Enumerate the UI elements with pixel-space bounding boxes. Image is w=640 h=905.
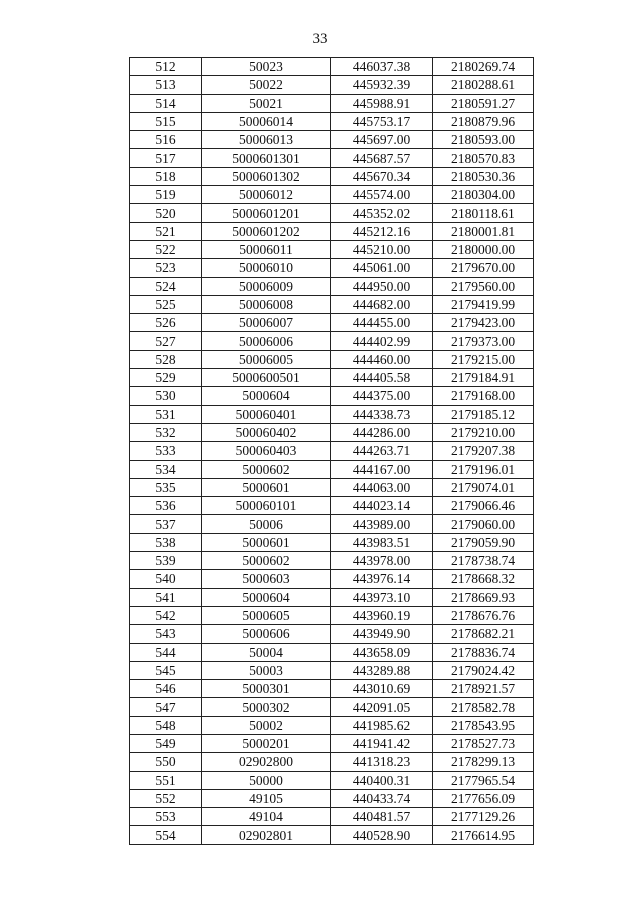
x-coordinate-cell: 445932.39	[331, 76, 433, 94]
point-id-cell: 50004	[202, 643, 331, 661]
table-row	[130, 734, 534, 752]
y-coordinate-cell: 2180593.00	[433, 131, 534, 149]
x-coordinate-cell: 442091.05	[331, 698, 433, 716]
y-coordinate-cell: 2178543.95	[433, 716, 534, 734]
row-number-cell: 531	[130, 405, 202, 423]
x-coordinate-cell: 441318.23	[331, 753, 433, 771]
point-id-cell: 5000301	[202, 680, 331, 698]
y-coordinate-cell: 2180269.74	[433, 58, 534, 76]
table-row	[130, 350, 534, 368]
y-coordinate-cell: 2180591.27	[433, 94, 534, 112]
table-row	[130, 570, 534, 588]
row-number-cell: 523	[130, 259, 202, 277]
x-coordinate-cell: 445574.00	[331, 186, 433, 204]
table-row	[130, 460, 534, 478]
point-id-cell: 50021	[202, 94, 331, 112]
point-id-cell: 5000201	[202, 734, 331, 752]
y-coordinate-cell: 2179074.01	[433, 478, 534, 496]
row-number-cell: 524	[130, 277, 202, 295]
row-number-cell: 514	[130, 94, 202, 112]
row-number-cell: 553	[130, 808, 202, 826]
y-coordinate-cell: 2179207.38	[433, 442, 534, 460]
row-number-cell: 522	[130, 240, 202, 258]
x-coordinate-cell: 440528.90	[331, 826, 433, 844]
row-number-cell: 544	[130, 643, 202, 661]
point-id-cell: 5000601201	[202, 204, 331, 222]
y-coordinate-cell: 2179059.90	[433, 533, 534, 551]
x-coordinate-cell: 445753.17	[331, 112, 433, 130]
table-row	[130, 58, 534, 76]
table-row	[130, 442, 534, 460]
row-number-cell: 536	[130, 497, 202, 515]
point-id-cell: 500060101	[202, 497, 331, 515]
x-coordinate-cell: 444286.00	[331, 423, 433, 441]
y-coordinate-cell: 2179670.00	[433, 259, 534, 277]
y-coordinate-cell: 2177965.54	[433, 771, 534, 789]
table-row	[130, 387, 534, 405]
table-row	[130, 204, 534, 222]
y-coordinate-cell: 2179373.00	[433, 332, 534, 350]
point-id-cell: 50006009	[202, 277, 331, 295]
y-coordinate-cell: 2180570.83	[433, 149, 534, 167]
row-number-cell: 546	[130, 680, 202, 698]
y-coordinate-cell: 2180000.00	[433, 240, 534, 258]
point-id-cell: 5000604	[202, 588, 331, 606]
y-coordinate-cell: 2179168.00	[433, 387, 534, 405]
point-id-cell: 500060403	[202, 442, 331, 460]
row-number-cell: 515	[130, 112, 202, 130]
table-row	[130, 240, 534, 258]
table-row	[130, 112, 534, 130]
y-coordinate-cell: 2179215.00	[433, 350, 534, 368]
table-row	[130, 808, 534, 826]
table-row	[130, 76, 534, 94]
row-number-cell: 540	[130, 570, 202, 588]
y-coordinate-cell: 2178582.78	[433, 698, 534, 716]
table-row	[130, 259, 534, 277]
table-row	[130, 369, 534, 387]
y-coordinate-cell: 2179196.01	[433, 460, 534, 478]
x-coordinate-cell: 440433.74	[331, 789, 433, 807]
x-coordinate-cell: 445352.02	[331, 204, 433, 222]
y-coordinate-cell: 2178299.13	[433, 753, 534, 771]
x-coordinate-cell: 443010.69	[331, 680, 433, 698]
coordinates-table	[129, 57, 534, 845]
table-body	[130, 58, 534, 845]
point-id-cell: 5000601	[202, 478, 331, 496]
y-coordinate-cell: 2179560.00	[433, 277, 534, 295]
point-id-cell: 5000602	[202, 460, 331, 478]
x-coordinate-cell: 440400.31	[331, 771, 433, 789]
y-coordinate-cell: 2179423.00	[433, 314, 534, 332]
table-row	[130, 295, 534, 313]
x-coordinate-cell: 444460.00	[331, 350, 433, 368]
x-coordinate-cell: 441985.62	[331, 716, 433, 734]
y-coordinate-cell: 2179184.91	[433, 369, 534, 387]
row-number-cell: 550	[130, 753, 202, 771]
point-id-cell: 5000605	[202, 606, 331, 624]
row-number-cell: 542	[130, 606, 202, 624]
table-row	[130, 625, 534, 643]
row-number-cell: 551	[130, 771, 202, 789]
row-number-cell: 517	[130, 149, 202, 167]
x-coordinate-cell: 443658.09	[331, 643, 433, 661]
y-coordinate-cell: 2179419.99	[433, 295, 534, 313]
y-coordinate-cell: 2180288.61	[433, 76, 534, 94]
point-id-cell: 50006012	[202, 186, 331, 204]
y-coordinate-cell: 2178527.73	[433, 734, 534, 752]
row-number-cell: 554	[130, 826, 202, 844]
x-coordinate-cell: 443973.10	[331, 588, 433, 606]
table-row	[130, 497, 534, 515]
y-coordinate-cell: 2178669.93	[433, 588, 534, 606]
x-coordinate-cell: 445212.16	[331, 222, 433, 240]
row-number-cell: 552	[130, 789, 202, 807]
y-coordinate-cell: 2179060.00	[433, 515, 534, 533]
row-number-cell: 529	[130, 369, 202, 387]
row-number-cell: 543	[130, 625, 202, 643]
table-row	[130, 478, 534, 496]
row-number-cell: 512	[130, 58, 202, 76]
table-row	[130, 661, 534, 679]
point-id-cell: 5000602	[202, 552, 331, 570]
coordinates-table-container	[129, 57, 534, 845]
table-row	[130, 167, 534, 185]
x-coordinate-cell: 441941.42	[331, 734, 433, 752]
table-row	[130, 314, 534, 332]
table-row	[130, 771, 534, 789]
point-id-cell: 50022	[202, 76, 331, 94]
table-row	[130, 94, 534, 112]
row-number-cell: 527	[130, 332, 202, 350]
point-id-cell: 50000	[202, 771, 331, 789]
x-coordinate-cell: 444338.73	[331, 405, 433, 423]
point-id-cell: 500060402	[202, 423, 331, 441]
y-coordinate-cell: 2178668.32	[433, 570, 534, 588]
x-coordinate-cell: 444402.99	[331, 332, 433, 350]
x-coordinate-cell: 445687.57	[331, 149, 433, 167]
x-coordinate-cell: 445697.00	[331, 131, 433, 149]
y-coordinate-cell: 2179066.46	[433, 497, 534, 515]
x-coordinate-cell: 443976.14	[331, 570, 433, 588]
row-number-cell: 548	[130, 716, 202, 734]
row-number-cell: 519	[130, 186, 202, 204]
row-number-cell: 533	[130, 442, 202, 460]
point-id-cell: 50002	[202, 716, 331, 734]
row-number-cell: 526	[130, 314, 202, 332]
point-id-cell: 50006008	[202, 295, 331, 313]
y-coordinate-cell: 2177656.09	[433, 789, 534, 807]
x-coordinate-cell: 443989.00	[331, 515, 433, 533]
row-number-cell: 535	[130, 478, 202, 496]
table-row	[130, 222, 534, 240]
table-row	[130, 643, 534, 661]
table-row	[130, 680, 534, 698]
point-id-cell: 02902801	[202, 826, 331, 844]
y-coordinate-cell: 2178921.57	[433, 680, 534, 698]
point-id-cell: 5000302	[202, 698, 331, 716]
table-row	[130, 552, 534, 570]
table-row	[130, 826, 534, 844]
row-number-cell: 525	[130, 295, 202, 313]
table-row	[130, 753, 534, 771]
point-id-cell: 5000601302	[202, 167, 331, 185]
point-id-cell: 5000604	[202, 387, 331, 405]
row-number-cell: 516	[130, 131, 202, 149]
y-coordinate-cell: 2180118.61	[433, 204, 534, 222]
table-row	[130, 186, 534, 204]
x-coordinate-cell: 444263.71	[331, 442, 433, 460]
x-coordinate-cell: 444455.00	[331, 314, 433, 332]
table-row	[130, 423, 534, 441]
row-number-cell: 518	[130, 167, 202, 185]
table-row	[130, 606, 534, 624]
y-coordinate-cell: 2179185.12	[433, 405, 534, 423]
x-coordinate-cell: 444063.00	[331, 478, 433, 496]
point-id-cell: 5000601202	[202, 222, 331, 240]
y-coordinate-cell: 2178738.74	[433, 552, 534, 570]
y-coordinate-cell: 2177129.26	[433, 808, 534, 826]
table-row	[130, 405, 534, 423]
row-number-cell: 532	[130, 423, 202, 441]
table-row	[130, 588, 534, 606]
x-coordinate-cell: 440481.57	[331, 808, 433, 826]
table-row	[130, 277, 534, 295]
point-id-cell: 500060401	[202, 405, 331, 423]
y-coordinate-cell: 2180879.96	[433, 112, 534, 130]
point-id-cell: 5000600501	[202, 369, 331, 387]
x-coordinate-cell: 443289.88	[331, 661, 433, 679]
row-number-cell: 541	[130, 588, 202, 606]
point-id-cell: 50006006	[202, 332, 331, 350]
table-row	[130, 131, 534, 149]
page-number: 33	[312, 31, 328, 47]
point-id-cell: 5000601	[202, 533, 331, 551]
x-coordinate-cell: 444405.58	[331, 369, 433, 387]
row-number-cell: 513	[130, 76, 202, 94]
point-id-cell: 50003	[202, 661, 331, 679]
row-number-cell: 530	[130, 387, 202, 405]
x-coordinate-cell: 443960.19	[331, 606, 433, 624]
point-id-cell: 50006005	[202, 350, 331, 368]
point-id-cell: 50006	[202, 515, 331, 533]
row-number-cell: 520	[130, 204, 202, 222]
point-id-cell: 50006014	[202, 112, 331, 130]
x-coordinate-cell: 443978.00	[331, 552, 433, 570]
y-coordinate-cell: 2178836.74	[433, 643, 534, 661]
table-row	[130, 533, 534, 551]
x-coordinate-cell: 445988.91	[331, 94, 433, 112]
y-coordinate-cell: 2180304.00	[433, 186, 534, 204]
point-id-cell: 49104	[202, 808, 331, 826]
point-id-cell: 5000606	[202, 625, 331, 643]
y-coordinate-cell: 2180001.81	[433, 222, 534, 240]
row-number-cell: 538	[130, 533, 202, 551]
x-coordinate-cell: 445061.00	[331, 259, 433, 277]
y-coordinate-cell: 2179210.00	[433, 423, 534, 441]
row-number-cell: 534	[130, 460, 202, 478]
table-row	[130, 515, 534, 533]
x-coordinate-cell: 445670.34	[331, 167, 433, 185]
x-coordinate-cell: 445210.00	[331, 240, 433, 258]
point-id-cell: 50006013	[202, 131, 331, 149]
x-coordinate-cell: 444682.00	[331, 295, 433, 313]
table-row	[130, 332, 534, 350]
y-coordinate-cell: 2180530.36	[433, 167, 534, 185]
row-number-cell: 547	[130, 698, 202, 716]
point-id-cell: 50006010	[202, 259, 331, 277]
table-row	[130, 789, 534, 807]
row-number-cell: 539	[130, 552, 202, 570]
x-coordinate-cell: 446037.38	[331, 58, 433, 76]
row-number-cell: 537	[130, 515, 202, 533]
row-number-cell: 521	[130, 222, 202, 240]
table-row	[130, 698, 534, 716]
row-number-cell: 528	[130, 350, 202, 368]
point-id-cell: 50006007	[202, 314, 331, 332]
x-coordinate-cell: 443983.51	[331, 533, 433, 551]
x-coordinate-cell: 444375.00	[331, 387, 433, 405]
y-coordinate-cell: 2176614.95	[433, 826, 534, 844]
table-row	[130, 149, 534, 167]
x-coordinate-cell: 444950.00	[331, 277, 433, 295]
row-number-cell: 549	[130, 734, 202, 752]
point-id-cell: 5000601301	[202, 149, 331, 167]
point-id-cell: 02902800	[202, 753, 331, 771]
point-id-cell: 50023	[202, 58, 331, 76]
y-coordinate-cell: 2178682.21	[433, 625, 534, 643]
row-number-cell: 545	[130, 661, 202, 679]
x-coordinate-cell: 443949.90	[331, 625, 433, 643]
y-coordinate-cell: 2178676.76	[433, 606, 534, 624]
point-id-cell: 5000603	[202, 570, 331, 588]
table-row	[130, 716, 534, 734]
x-coordinate-cell: 444167.00	[331, 460, 433, 478]
point-id-cell: 50006011	[202, 240, 331, 258]
x-coordinate-cell: 444023.14	[331, 497, 433, 515]
y-coordinate-cell: 2179024.42	[433, 661, 534, 679]
point-id-cell: 49105	[202, 789, 331, 807]
